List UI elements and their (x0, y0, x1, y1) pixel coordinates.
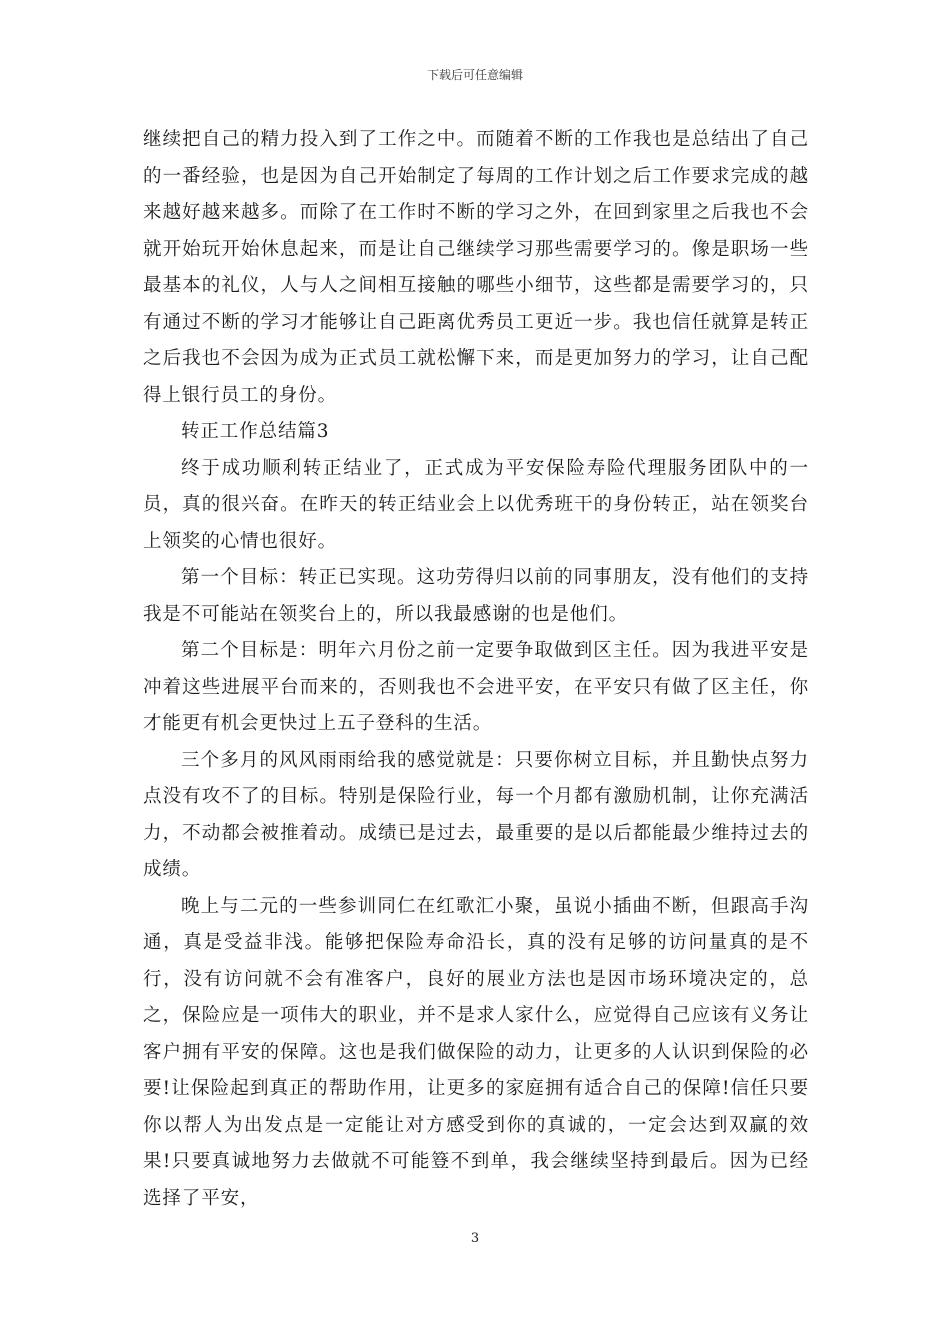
section-heading: 转正工作总结篇3 (181, 421, 330, 442)
document-body (143, 122, 809, 1217)
page-number: 3 (470, 1231, 480, 1246)
paragraph: 晚上与二元的一些参训同仁在红歌汇小聚，虽说小插曲不断，但跟高手沟通，真是受益非浅。能够把保险寿命沿长，真的没有足够的访问量真的是不行，没有访问就不会有准客户，良好的展业方法也是因市场环境决定的，总之，保险应是一项伟大的职业，并不是求人家什么，应觉得自己应该有义务让客户拥有平安的保障。这也是我们做保险的动力，让更多的人认识到保险的必要!让保险起到真正的帮助作用，让更多的家庭拥有适合自己的保障!信任只要你以帮人为出发点是一定能让对方感受到你的真诚的，一定会达到双赢的效果!只要真诚地努力去做就不可能簦不到单，我会继续坚持到最后。因为已经选择了平安， (143, 895, 809, 1209)
header-note: 下载后可任意编辑 (426, 68, 523, 82)
paragraph: 终于成功顺利转正结业了，正式成为平安保险寿险代理服务团队中的一员，真的很兴奋。在昨天的转正结业会上以优秀班干的身份转正，站在领奖台上领奖的心情也很好。 (143, 457, 809, 552)
paragraph: 三个多月的风风雨雨给我的感觉就是：只要你树立目标，并且勤快点努力点没有攻不了的目标。特别是保险行业，每一个月都有激励机制，让你充满活力，不动都会被推着动。成绩已是过去，最重要的是以后都能最少维持过去的成绩。 (143, 749, 809, 880)
paragraph: 继续把自己的精力投入到了工作之中。而随着不断的工作我也是总结出了自己的一番经验，也是因为自己开始制定了每周的工作计划之后工作要求完成的越来越好越来越多。而除了在工作时不断的学习之外，在回到家里之后我也不会就开始玩开始休息起来，而是让自己继续学习那些需要学习的。像是职场一些最基本的礼仪，人与人之间相互接触的哪些小细节，这些都是需要学习的，只有通过不断的学习才能够让自己距离优秀员工更近一步。我也信任就算是转正之后我也不会因为成为正式员工就松懈下来，而是更加努力的学习，让自己配得上银行员工的身份。 (143, 129, 809, 406)
paragraph: 第二个目标是：明年六月份之前一定要争取做到区主任。因为我进平安是冲着这些进展平台而来的，否则我也不会进平安，在平安只有做了区主任，你才能更有机会更快过上五子登科的生活。 (143, 640, 809, 734)
paragraph: 第一个目标：转正已实现。这功劳得归以前的同事朋友，没有他们的支持我是不可能站在领奖台上的，所以我最感谢的也是他们。 (143, 567, 809, 625)
